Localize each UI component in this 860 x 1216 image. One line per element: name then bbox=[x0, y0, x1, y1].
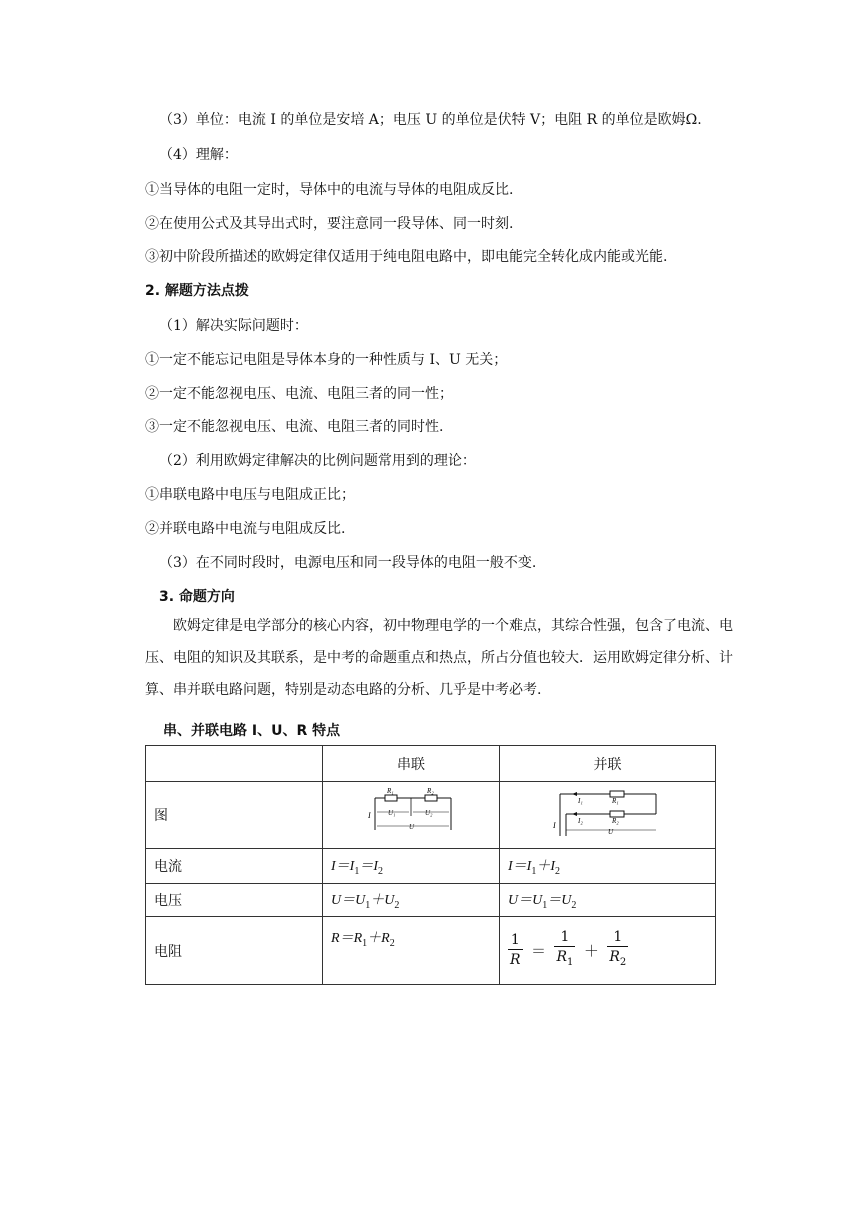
method-point-1: ①一定不能忘记电阻是导体本身的一种性质与 I、U 无关； bbox=[145, 352, 508, 368]
fraction-r1: $\frac{1}{R_1}$ bbox=[556, 929, 574, 968]
method-heading-3: （3）在不同时段时，电源电压和同一段导体的电阻一般不变. bbox=[159, 555, 537, 571]
series-i-label: I bbox=[368, 811, 371, 820]
understanding-heading: （4）理解： bbox=[159, 147, 238, 163]
series-current-formula: $I=I_1=I_2$ bbox=[323, 849, 500, 884]
ratio-point-2: ②并联电路中电流与电阻成反比. bbox=[145, 521, 346, 537]
row-label-current: 电流 bbox=[146, 849, 323, 884]
section-heading-direction: 3. 命题方向 bbox=[159, 589, 235, 605]
series-r1-label: R₁ bbox=[387, 787, 394, 795]
method-point-2: ②一定不能忽视电压、电流、电阻三者的同一性； bbox=[145, 386, 453, 402]
series-voltage-formula: $U=U_1+U_2$ bbox=[323, 884, 500, 917]
understanding-point-2: ②在使用公式及其导出式时，要注意同一段导体、同一时刻. bbox=[145, 216, 514, 232]
parallel-current-formula: $I=I_1+I_2$ bbox=[500, 849, 716, 884]
understanding-point-3: ③初中阶段所描述的欧姆定律仅适用于纯电阻电路中，即电能完全转化成内能或光能. bbox=[145, 249, 668, 265]
parallel-i2-label: I₂ bbox=[577, 817, 583, 825]
parallel-circuit-diagram bbox=[552, 784, 664, 842]
method-point-3: ③一定不能忽视电压、电流、电阻三者的同时性. bbox=[145, 419, 444, 435]
row-label-diagram: 图 bbox=[146, 782, 323, 849]
header-parallel: 并联 bbox=[500, 746, 716, 782]
parallel-u-label: U bbox=[607, 828, 613, 836]
series-u-label: U bbox=[409, 823, 415, 831]
method-heading-1: （1）解决实际问题时： bbox=[159, 318, 308, 334]
circuit-table bbox=[145, 745, 716, 985]
series-r2-label: R₂ bbox=[427, 787, 434, 795]
table-caption: 串、并联电路 I、U、R 特点 bbox=[163, 723, 341, 739]
unit-line: （3）单位：电流 I 的单位是安培 A；电压 U 的单位是伏特 V；电阻 R 的单位是欧姆Ω. bbox=[159, 112, 702, 128]
direction-paragraph: 欧姆定律是电学部分的核心内容，初中物理电学的一个难点，其综合性强，包含了电流、电压、电阻的知识及其联系，是中考的命题重点和热点，所占分值也较大．运用欧姆定律分析、计算、串并联电路问题，特别是动态电路的分析、几乎是中考必考. bbox=[145, 618, 733, 698]
parallel-i-label: I bbox=[552, 821, 556, 830]
parallel-r1-label: R₁ bbox=[611, 797, 619, 805]
method-heading-2: （2）利用欧姆定律解决的比例问题常用到的理论： bbox=[159, 453, 476, 469]
parallel-diagram-cell bbox=[500, 782, 716, 849]
row-label-voltage: 电压 bbox=[146, 884, 323, 917]
series-resistance-formula: $R=R_1+R_2$ bbox=[323, 917, 500, 985]
series-circuit-diagram bbox=[363, 784, 459, 842]
fraction-total: $\frac{1}{R}$ bbox=[510, 932, 521, 968]
series-diagram-cell bbox=[323, 782, 500, 849]
fraction-r2: $\frac{1}{R_2}$ bbox=[609, 929, 627, 968]
header-series: 串联 bbox=[323, 746, 500, 782]
parallel-r2-label: R₂ bbox=[611, 817, 619, 825]
row-label-resistance: 电阻 bbox=[146, 917, 323, 985]
series-u1-label: U₁ bbox=[388, 809, 396, 817]
series-u2-label: U₂ bbox=[425, 809, 433, 817]
understanding-point-1: ①当导体的电阻一定时，导体中的电流与导体的电阻成反比. bbox=[145, 182, 514, 198]
ratio-point-1: ①串联电路中电压与电阻成正比； bbox=[145, 487, 355, 503]
parallel-i1-label: I₁ bbox=[577, 797, 583, 805]
header-empty bbox=[146, 746, 323, 782]
section-heading-methods: 2. 解题方法点拨 bbox=[145, 283, 249, 299]
parallel-voltage-formula: $U=U_1=U_2$ bbox=[500, 884, 716, 917]
parallel-resistance-formula: $\frac{1}{R}$ ＝ $\frac{1}{R_1}$ ＋ $\frac{1}{R_2}$ bbox=[500, 917, 716, 985]
